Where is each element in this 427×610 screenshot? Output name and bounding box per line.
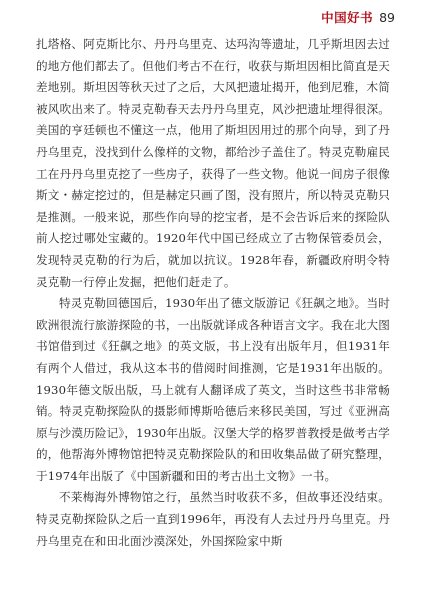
- page-number: 89: [379, 9, 395, 25]
- body-text: [36, 34, 390, 552]
- running-header: [321, 8, 395, 26]
- paragraph-bremen-museum: 不莱梅海外博物馆之行，虽然当时收获不多，但故事还没结束。特灵克勒探险队之后一直到1996年，再没有人去过丹丹乌里克。丹丹乌里克在和田北面沙漠深处，外国探险家中斯: [36, 490, 390, 548]
- paragraph-trinkler-return: 特灵克勒回德国后，1930年出了德文版游记《狂飙之地》。当时欧洲很流行旅游探险的书，一出版就译成各种语言文字。我在北大图书馆借到过《狂飙之地》的英文版，书上没有出版年月，但1931年有两个人借过，我从这本书的借阅时间推测，它是1931年出版的。1930年德文版出版，马上就有人翻译成了英文，当时这些书非常畅销。特灵克勒探险队的摄影师博斯哈德后来移民美国，写过《亚洲高原与沙漠历险记》，1930年出版。汉堡大学的格罗普教授是做考古学的，他帮海外博物馆把特灵克勒探险队的和田收集品做了研究整理，于1974年出版了《中国新疆和田的考古出土文物》一书。: [36, 296, 390, 483]
- section-title: 中国好书: [321, 10, 374, 25]
- paragraph-continuation: 扎塔格、阿克斯比尔、丹丹乌里克、达玛沟等遗址，几乎斯坦因去过的地方他们都去了。但他们考古不在行，收获与斯坦因相比简直是天差地别。斯坦因等秋天过了之后，大风把遗址揭开，他到尼雅，木简被风吹出来了。特灵克勒春天去丹丹乌里克，风沙把遗址埋得很深。美国的亨廷顿也不懂这一点，他用了斯坦因用过的那个向导，到了丹丹乌里克，没找到什么像样的文物，都给沙子盖住了。特灵克勒雇民工在丹丹乌里克挖了一些房子，获得了一些文物。他说一间房子很像斯文・赫定挖过的，但是赫定只画了图，没有照片，所以特灵克勒只是推测。一般来说，那些作向导的挖宝者，是不会告诉后来的探险队前人挖过哪处宝藏的。1920年代中国已经成立了古物保管委员会，发现特灵克勒的行为后，就加以抗议。1928年春，新疆政府明令特灵克勒一行停止发掘，把他们赶走了。: [36, 37, 390, 289]
